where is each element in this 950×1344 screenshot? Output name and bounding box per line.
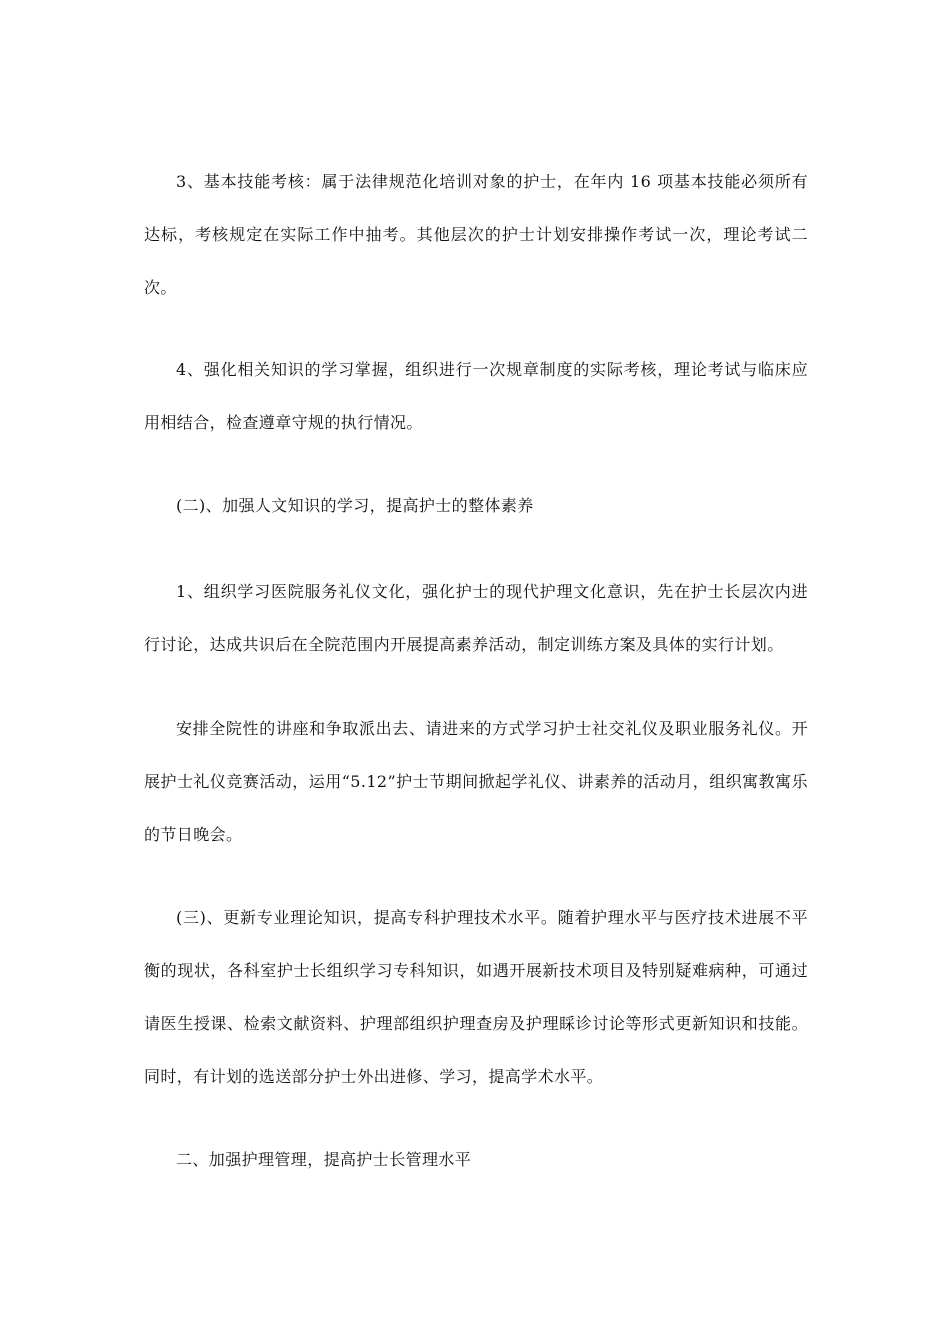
- paragraph-basic-skills-assessment: 3、基本技能考核：属于法律规范化培训对象的护士，在年内 16 项基本技能必须所有达标，考核规定在实际工作中抽考。其他层次的护士计划安排操作考试一次，理论考试二次。: [144, 172, 808, 297]
- paragraph-rules-assessment: 4、强化相关知识的学习掌握，组织进行一次规章制度的实际考核，理论考试与临床应用相结合，检查遵章守规的执行情况。: [144, 360, 808, 432]
- paragraph-etiquette-activities: 安排全院性的讲座和争取派出去、请进来的方式学习护士社交礼仪及职业服务礼仪。开展护士礼仪竞赛活动，运用“5.12”护士节期间掀起学礼仪、讲素养的活动月，组织寓教寓乐的节日晚会。: [144, 719, 808, 844]
- paragraph-service-etiquette: 1、组织学习医院服务礼仪文化，强化护士的现代护理文化意识，先在护士长层次内进行讨论，达成共识后在全院范围内开展提高素养活动，制定训练方案及具体的实行计划。: [144, 582, 808, 654]
- section-heading-nursing-management: 二、加强护理管理，提高护士长管理水平: [176, 1150, 472, 1169]
- section-heading-humanities: (二)、加强人文知识的学习，提高护士的整体素养: [176, 496, 534, 515]
- section-heading-professional-knowledge: (三)、更新专业理论知识，提高专科护理技术水平。随着护理水平与医疗技术进展不平衡的现状，各科室护士长组织学习专科知识，如遇开展新技术项目及特别疑难病种，可通过请医生授课、检索文献资料、护理部组织护理查房及护理睬诊讨论等形式更新知识和技能。同时，有计划的选送部分护士外出进修、学习，提高学术水平。: [144, 908, 808, 1086]
